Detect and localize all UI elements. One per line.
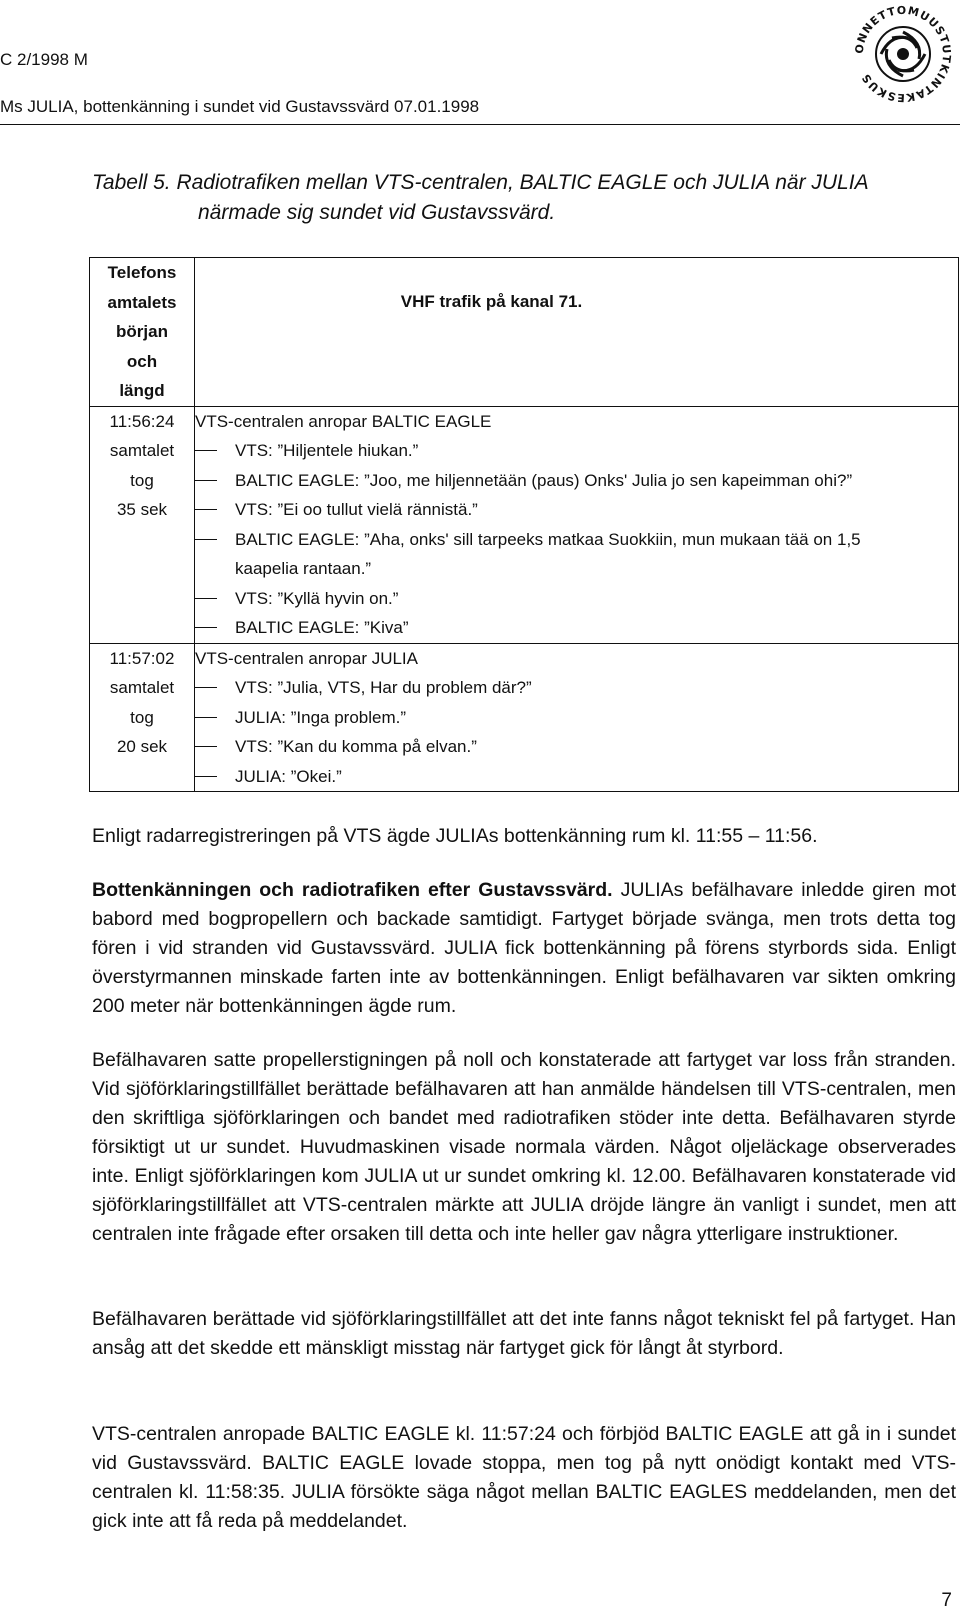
call-time-line: 11:57:02 xyxy=(109,648,175,668)
call-intro: VTS-centralen anropar JULIA xyxy=(195,648,418,668)
call-messages-cell xyxy=(195,406,959,643)
message-line xyxy=(195,732,958,762)
message-line xyxy=(195,466,958,496)
header-time-line: början xyxy=(116,322,168,341)
message-line xyxy=(195,703,958,733)
call-time-line: tog xyxy=(130,707,154,727)
dash-bullet xyxy=(195,598,217,599)
message-text: BALTIC EAGLE: ”Aha, onks' sill tarpeeks matkaa Suokkiin, mun mukaan tää on 1,5 xyxy=(235,529,861,549)
caption-line-1: Tabell 5. Radiotrafiken mellan VTS-centralen, BALTIC EAGLE och JULIA när JULIA xyxy=(92,171,869,194)
call-time-line: 11:56:24 xyxy=(109,411,175,431)
svg-text:ONNETTOMUUSTUTKINTAKESKUS: ONNETTOMUUSTUTKINTAKESKUS xyxy=(853,4,953,104)
call-time-line: samtalet xyxy=(109,678,175,697)
page-number: 7 xyxy=(941,1590,952,1611)
dash-bullet xyxy=(195,539,217,540)
table-caption xyxy=(92,168,952,228)
dash-bullet xyxy=(195,746,217,747)
radio-traffic-table xyxy=(89,257,959,792)
header-divider xyxy=(0,124,960,125)
call-time-line: samtalet xyxy=(109,441,175,460)
message-continuation: kaapelia rantaan.” xyxy=(235,559,372,578)
message-text: VTS: ”Hiljentele hiukan.” xyxy=(235,441,419,460)
paragraph-propeller: Befälhavaren satte propellerstigningen på noll och konstaterade att fartyget var loss från stranden. Vid sjöförklaringstillfället berättade befälhavaren att han anmälde händelsen till VTS-centralen, men den skriftliga sjöförklaringen och bandet med radiotrafiken stöder inte detta. Befälhavaren styrde försiktigt ut ur sundet. Huvudmaskinen visade normala värden. Något oljeläckage observerades inte. Enligt sjöförklaringen kom JULIA ut ur sundet omkring kl. 12.00. Befälhavaren konstaterade vid sjöförklaringstillfället att VTS-centralen märkte att JULIA dröjde längre än vanligt i sundet, men att centralen inte frågade efter orsaken till detta och inte heller gav några ytterligare instruktioner. xyxy=(92,1049,956,1245)
message-text: VTS: ”Julia, VTS, Har du problem där?” xyxy=(235,678,532,697)
dash-bullet xyxy=(195,627,217,628)
paragraph-human-error: Befälhavaren berättade vid sjöförklaringstillfället att det inte fanns något tekniskt fel på fartyget. Han ansåg att det skedde ett mänskligt misstag när fartyget gick för långt åt styrbord. xyxy=(92,1308,956,1359)
message-text: VTS: ”Ei oo tullut vielä rännistä.” xyxy=(235,500,478,519)
message-line xyxy=(195,673,958,703)
dash-bullet xyxy=(195,509,217,510)
dash-bullet xyxy=(195,717,217,718)
header-time-line: längd xyxy=(119,381,165,400)
message-text: VTS: ”Kyllä hyvin on.” xyxy=(235,588,399,608)
caption-line-2: närmade sig sundet vid Gustavssvärd. xyxy=(198,201,556,224)
table-row xyxy=(90,406,959,643)
header-time-line: amtalets xyxy=(107,292,177,312)
vhf-channel-heading: VHF trafik på kanal 71. xyxy=(400,292,583,311)
message-text: BALTIC EAGLE: ”Kiva” xyxy=(235,618,409,637)
message-line xyxy=(195,436,958,466)
paragraph-radar: Enligt radarregistreringen på VTS ägde JULIAs bottenkänning rum kl. 11:55 – 11:56. xyxy=(92,825,818,847)
call-time-line: tog xyxy=(130,470,154,490)
message-text: BALTIC EAGLE: ”Joo, me hiljennetään (paus) Onks' Julia jo sen kapeimman ohi?” xyxy=(235,470,853,490)
header-time-cell xyxy=(90,258,195,407)
message-text: VTS: ”Kan du komma på elvan.” xyxy=(235,737,477,756)
paragraph-body: JULIAs befälhavare inledde giren mot babord med bogpropellern och backade samtidigt. Fartyget började svänga, men trots detta tog fören i vid stranden vid Gustavssvärd. JULIA fick bottenkänning på förens styrbords sida. Enligt överstyrmannen minskade farten inte av bottenkänningen. Enligt befälhavaren var sikten omkring 200 meter när bottenkänningen ägde rum. xyxy=(92,879,957,1017)
dash-bullet xyxy=(195,687,217,688)
paragraph-grounding xyxy=(92,876,956,1021)
dash-bullet xyxy=(195,450,217,451)
header-time-line: Telefons xyxy=(107,263,177,282)
call-messages-cell xyxy=(195,643,959,792)
agency-seal-logo xyxy=(853,4,953,104)
document-reference: C 2/1998 M xyxy=(0,50,88,69)
message-line xyxy=(195,613,958,643)
message-text: JULIA: ”Okei.” xyxy=(235,766,342,786)
call-time-line: 20 sek xyxy=(116,737,168,756)
document-title: Ms JULIA, bottenkänning i sundet vid Gustavssvärd 07.01.1998 xyxy=(0,97,480,116)
message-line xyxy=(195,584,958,614)
message-line xyxy=(195,762,958,792)
header-time-line: och xyxy=(126,351,158,371)
table-header-row xyxy=(90,258,959,407)
paragraph-heading: Bottenkänningen och radiotrafiken efter Gustavssvärd. xyxy=(92,879,613,901)
message-line xyxy=(195,525,958,555)
dash-bullet xyxy=(195,480,217,481)
paragraph-vts-call: VTS-centralen anropade BALTIC EAGLE kl. 11:57:24 och förbjöd BALTIC EAGLE att gå in i sundet vid Gustavssvärd. BALTIC EAGLE lovade stoppa, men tog på nytt onödigt kontakt med VTS-centralen kl. 11:58:35. JULIA försökte säga något mellan BALTIC EAGLES meddelanden, men det gick inte att få reda på meddelandet. xyxy=(92,1423,956,1532)
message-text: JULIA: ”Inga problem.” xyxy=(235,707,407,727)
call-time-cell xyxy=(90,406,195,643)
call-time-line: 35 sek xyxy=(116,500,168,519)
call-time-cell xyxy=(90,643,195,792)
header-vhf-cell xyxy=(195,258,959,407)
call-intro: VTS-centralen anropar BALTIC EAGLE xyxy=(195,411,492,431)
table-row xyxy=(90,643,959,792)
message-line xyxy=(195,495,958,525)
dash-bullet xyxy=(195,776,217,777)
